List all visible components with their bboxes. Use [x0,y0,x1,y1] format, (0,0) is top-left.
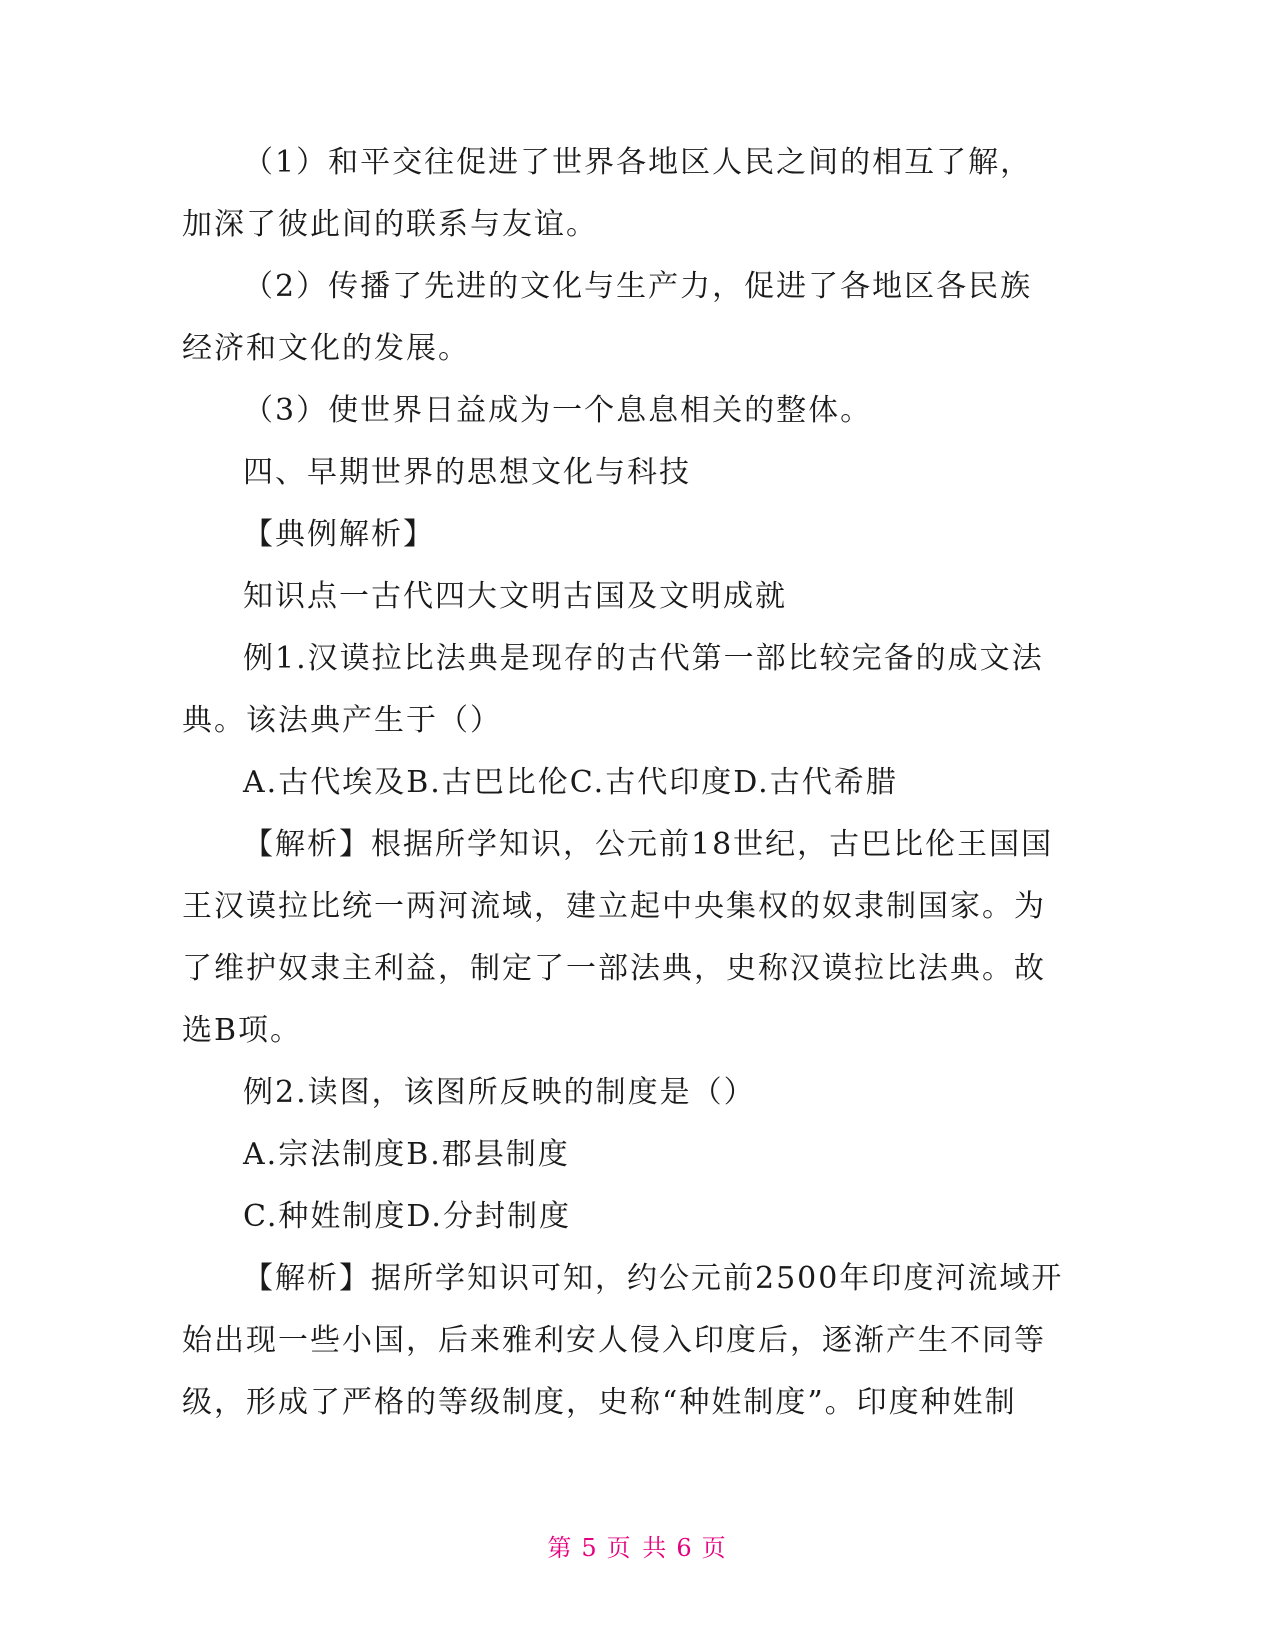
footer-page-number: 5 [581,1534,599,1562]
page-footer [0,1532,1275,1564]
question-line: 例1.汉谟拉比法典是现存的古代第一部比较完备的成文法 [243,641,1044,676]
answer-options: C.种姓制度D.分封制度 [243,1199,571,1234]
paragraph-line: （3）使世界日益成为一个息息相关的整体。 [243,393,873,428]
knowledge-point-heading: 知识点一古代四大文明古国及文明成就 [243,579,787,614]
footer-prefix: 第 [547,1534,574,1562]
footer-total-pages: 6 [676,1534,694,1562]
analysis-line: 【解析】据所学知识可知，约公元前2500年印度河流域开 [243,1261,1064,1296]
analysis-line: 始出现一些小国，后来雅利安人侵入印度后，逐渐产生不同等 [182,1323,1046,1358]
footer-middle: 页 共 [606,1534,669,1562]
analysis-line: 了维护奴隶主利益，制定了一部法典，史称汉谟拉比法典。故 [182,951,1046,986]
footer-suffix: 页 [701,1534,728,1562]
analysis-line: 王汉谟拉比统一两河流域，建立起中央集权的奴隶制国家。为 [182,889,1046,924]
subsection-heading: 【典例解析】 [243,517,435,552]
analysis-line: 级，形成了严格的等级制度，史称“种姓制度”。印度种姓制 [182,1385,1017,1420]
section-heading: 四、早期世界的思想文化与科技 [243,455,691,490]
question-line: 典。该法典产生于（） [182,703,502,738]
question-line: 例2.读图，该图所反映的制度是（） [243,1075,756,1110]
analysis-line: 选B项。 [182,1013,303,1048]
answer-options: A.宗法制度B.郡县制度 [243,1137,570,1172]
paragraph-line: 加深了彼此间的联系与友谊。 [182,207,598,242]
analysis-line: 【解析】根据所学知识，公元前18世纪，古巴比伦王国国 [243,827,1054,862]
paragraph-line: 经济和文化的发展。 [182,331,470,366]
paragraph-line: （2）传播了先进的文化与生产力，促进了各地区各民族 [243,269,1033,304]
answer-options: A.古代埃及B.古巴比伦C.古代印度D.古代希腊 [243,765,898,800]
paragraph-line: （1）和平交往促进了世界各地区人民之间的相互了解， [243,145,1033,180]
